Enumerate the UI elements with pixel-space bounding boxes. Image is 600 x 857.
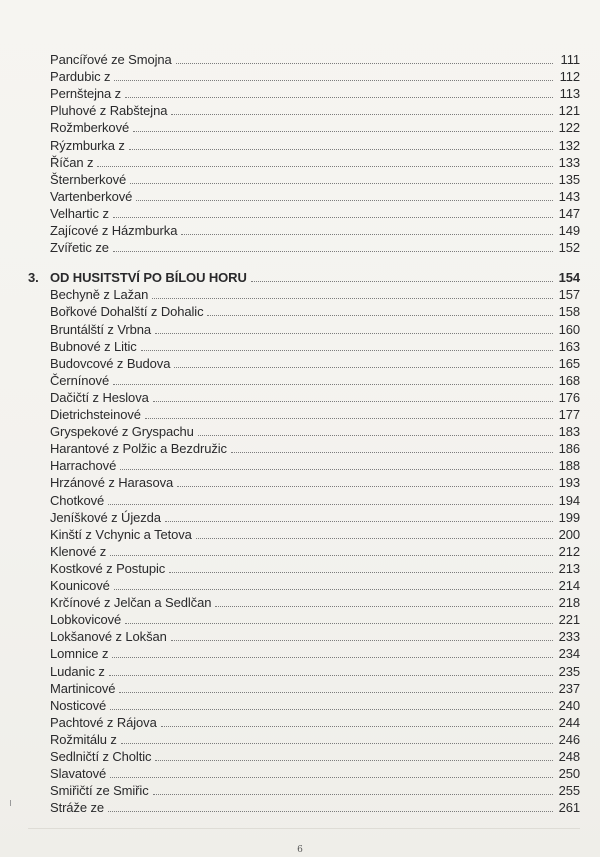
toc-entry bbox=[28, 662, 580, 679]
dot-leader bbox=[251, 281, 553, 282]
toc-entry-title: Rožmitálu z bbox=[50, 731, 117, 747]
toc-entry-title: Bruntálští z Vrbna bbox=[50, 321, 152, 337]
toc-entry bbox=[28, 118, 580, 135]
dot-leader bbox=[114, 589, 553, 590]
toc-entry bbox=[28, 285, 580, 302]
dot-leader bbox=[174, 367, 553, 368]
toc-entry-title: Nosticové bbox=[50, 697, 107, 713]
toc-entry-page: 186 bbox=[558, 441, 580, 457]
toc-entry-page: 176 bbox=[558, 389, 580, 405]
dot-leader bbox=[169, 572, 553, 573]
toc-entry-title: Zvířetic ze bbox=[50, 240, 109, 256]
dot-leader bbox=[133, 131, 553, 132]
toc-entry-page: 218 bbox=[558, 595, 580, 611]
dot-leader bbox=[153, 794, 553, 795]
toc-section-heading bbox=[28, 268, 580, 285]
toc-entry-title: Martinicové bbox=[50, 680, 116, 696]
dot-leader bbox=[215, 606, 553, 607]
toc-entry-page: 132 bbox=[558, 137, 580, 153]
toc-entry-page: 234 bbox=[558, 646, 580, 662]
toc-entry-title: Dietrichsteinové bbox=[50, 407, 141, 422]
dot-leader bbox=[181, 234, 553, 235]
toc-entry-page: 121 bbox=[558, 103, 580, 119]
toc-entry-page: 157 bbox=[558, 287, 580, 303]
toc-entry-page: 112 bbox=[559, 69, 580, 85]
dot-leader bbox=[196, 538, 553, 539]
toc-entry-title: Bubnové z Litic bbox=[50, 338, 137, 354]
toc-entry-page: 163 bbox=[558, 338, 580, 354]
toc-entry-title: Pluhové z Rabštejna bbox=[50, 103, 168, 119]
toc-entry-title: Pernštejna z bbox=[50, 86, 122, 102]
toc-entry-page: 177 bbox=[558, 407, 580, 422]
toc-entry-page: 233 bbox=[558, 629, 580, 645]
toc-entry-title: Klenové z bbox=[50, 543, 107, 559]
dot-leader bbox=[129, 149, 553, 150]
toc-entry bbox=[28, 204, 580, 221]
dot-leader bbox=[113, 384, 553, 385]
dot-leader bbox=[207, 315, 553, 316]
toc-section-title bbox=[28, 270, 247, 285]
toc-entry-title: Jeníškové z Újezda bbox=[50, 509, 161, 525]
toc-entry-page: 168 bbox=[558, 372, 580, 388]
dot-leader bbox=[161, 726, 553, 727]
toc-entry-title: Slavatové bbox=[50, 766, 107, 782]
toc-entry-page: 199 bbox=[558, 509, 580, 525]
toc-entry-page: 122 bbox=[558, 120, 580, 136]
dot-leader bbox=[120, 469, 553, 470]
dot-leader bbox=[112, 657, 553, 658]
footer-rule bbox=[28, 828, 580, 829]
toc-entry-page: 240 bbox=[558, 697, 580, 713]
toc-entry-title: Černínové bbox=[50, 372, 110, 388]
toc-entry bbox=[28, 405, 580, 422]
toc-entry bbox=[28, 422, 580, 439]
toc-entry-title: Pancířové ze Smojna bbox=[50, 52, 172, 67]
dot-leader bbox=[198, 435, 553, 436]
toc-entry bbox=[28, 439, 580, 456]
toc-entry bbox=[28, 576, 580, 593]
toc-entry bbox=[28, 101, 580, 118]
toc-entry-title: Chotkové bbox=[50, 492, 105, 508]
toc-entry-page: 212 bbox=[558, 543, 580, 559]
toc-entry-title: Kinští z Vchynic a Tetova bbox=[50, 526, 192, 542]
toc-entry bbox=[28, 730, 580, 747]
toc-entry bbox=[28, 627, 580, 644]
page-number: 6 bbox=[297, 845, 303, 855]
toc-entry-page: 213 bbox=[558, 560, 580, 576]
dot-leader bbox=[141, 350, 553, 351]
toc-entry bbox=[28, 747, 580, 764]
dot-leader bbox=[121, 743, 553, 744]
dot-leader bbox=[153, 401, 553, 402]
toc-entry-title: Pachtové z Rájova bbox=[50, 714, 157, 730]
toc-entry-page: 237 bbox=[558, 680, 580, 696]
toc-entry bbox=[28, 713, 580, 730]
toc-entry bbox=[28, 187, 580, 204]
dot-leader bbox=[176, 63, 553, 64]
toc-entry-title: Krčínové z Jelčan a Sedlčan bbox=[50, 595, 212, 611]
toc-entry bbox=[28, 798, 580, 815]
toc-entry-title: Harrachové bbox=[50, 458, 117, 474]
toc-entry-title: Bechyně z Lažan bbox=[50, 287, 149, 303]
toc-entry-title: Říčan z bbox=[50, 154, 94, 170]
toc-entry bbox=[28, 221, 580, 238]
dot-leader bbox=[108, 504, 553, 505]
margin-mark bbox=[10, 800, 11, 806]
toc-entry bbox=[28, 84, 580, 101]
toc-entry-page: 183 bbox=[558, 424, 580, 440]
toc-entry-title: Dačičtí z Heslova bbox=[50, 389, 149, 405]
toc-entry-page: 193 bbox=[558, 475, 580, 491]
toc-entry-title: Zajícové z Házmburka bbox=[50, 223, 178, 238]
toc-entry-title: Budovcové z Budova bbox=[50, 355, 171, 371]
toc-entry bbox=[28, 696, 580, 713]
dot-leader bbox=[177, 486, 553, 487]
dot-leader bbox=[109, 675, 553, 676]
toc-entry-page: 250 bbox=[558, 766, 580, 782]
toc-entry-title: Kostkové z Postupic bbox=[50, 560, 166, 576]
toc-entry-title: Šternberkové bbox=[50, 171, 127, 187]
toc-entry-page: 111 bbox=[560, 52, 580, 67]
toc-entry-page: 255 bbox=[558, 783, 580, 799]
toc-entry-page: 246 bbox=[558, 731, 580, 747]
toc-entry-page: 261 bbox=[558, 800, 580, 816]
dot-leader bbox=[108, 811, 553, 812]
toc-entry-title: Lokšanové z Lokšan bbox=[50, 629, 167, 645]
toc-entry bbox=[28, 764, 580, 781]
toc-entry-title: Bořkové Dohalští z Dohalic bbox=[50, 304, 204, 320]
toc-entry-title: Smiřičtí ze Smiřic bbox=[50, 783, 149, 799]
toc-entry-page: 143 bbox=[558, 188, 580, 204]
toc-entry-page: 158 bbox=[558, 304, 580, 320]
dot-leader bbox=[110, 555, 553, 556]
toc-entry-page: 113 bbox=[559, 86, 580, 102]
toc-entry-page: 200 bbox=[558, 526, 580, 542]
toc-entry bbox=[28, 302, 580, 319]
toc-entry bbox=[28, 388, 580, 405]
toc-entry-title: Lomnice z bbox=[50, 646, 109, 662]
toc-entry-title: Kounicové bbox=[50, 578, 110, 593]
toc-entry bbox=[28, 525, 580, 542]
dot-leader bbox=[125, 623, 553, 624]
toc-entry-page: 160 bbox=[558, 321, 580, 337]
dot-leader bbox=[152, 298, 553, 299]
toc-entry-page: 135 bbox=[558, 171, 580, 187]
toc-entry-page: 188 bbox=[558, 458, 580, 474]
toc-entry bbox=[28, 781, 580, 798]
dot-leader bbox=[155, 333, 553, 334]
toc-entry-page: 152 bbox=[558, 240, 580, 256]
dot-leader bbox=[119, 692, 553, 693]
toc-entry bbox=[28, 170, 580, 187]
toc-entry-page: 165 bbox=[558, 355, 580, 371]
toc-entry-title: Hrzánové z Harasova bbox=[50, 475, 174, 491]
dot-leader bbox=[110, 709, 553, 710]
toc-entry bbox=[28, 337, 580, 354]
toc-entry bbox=[28, 371, 580, 388]
toc-entry bbox=[28, 50, 580, 67]
toc-entry bbox=[28, 508, 580, 525]
toc-entry-title: Lobkovicové bbox=[50, 612, 122, 628]
dot-leader bbox=[155, 760, 553, 761]
toc-entry-title: Gryspekové z Gryspachu bbox=[50, 424, 194, 440]
toc-entry bbox=[28, 559, 580, 576]
toc-entry bbox=[28, 679, 580, 696]
dot-leader bbox=[231, 452, 553, 453]
dot-leader bbox=[97, 166, 553, 167]
dot-leader bbox=[113, 251, 553, 252]
toc-entry-page: 244 bbox=[558, 714, 580, 730]
toc-entry-title: Stráže ze bbox=[50, 800, 105, 816]
toc-section-title-text: OD HUSITSTVÍ PO BÍLOU HORU bbox=[50, 270, 247, 286]
toc-entry-page: 248 bbox=[558, 749, 580, 764]
toc-entry bbox=[28, 136, 580, 153]
toc-entry-page: 214 bbox=[558, 578, 580, 593]
toc-entry-page: 194 bbox=[558, 492, 580, 508]
dot-leader bbox=[114, 80, 553, 81]
toc-entry bbox=[28, 153, 580, 170]
toc-entry-title: Pardubic z bbox=[50, 69, 111, 85]
toc-entry bbox=[28, 67, 580, 84]
toc-entry-page: 147 bbox=[558, 205, 580, 221]
dot-leader bbox=[110, 777, 553, 778]
dot-leader bbox=[171, 640, 553, 641]
toc-entry-page: 235 bbox=[558, 663, 580, 679]
toc-entry bbox=[28, 491, 580, 508]
toc-entry bbox=[28, 610, 580, 627]
toc-entry bbox=[28, 456, 580, 473]
toc-entry-title: Rýzmburka z bbox=[50, 137, 125, 153]
toc-entry-title: Vartenberkové bbox=[50, 188, 133, 204]
toc-entry bbox=[28, 238, 580, 255]
toc-entry-title: Sedlničtí z Choltic bbox=[50, 749, 152, 764]
dot-leader bbox=[165, 521, 553, 522]
toc-entry bbox=[28, 542, 580, 559]
dot-leader bbox=[136, 200, 553, 201]
toc-entry bbox=[28, 473, 580, 490]
toc-entry bbox=[28, 354, 580, 371]
toc-section-number: 3. bbox=[28, 270, 39, 286]
toc-entry bbox=[28, 644, 580, 661]
toc-entry-page: 221 bbox=[558, 612, 580, 628]
dot-leader bbox=[113, 217, 553, 218]
toc-entry bbox=[28, 593, 580, 610]
dot-leader bbox=[130, 183, 553, 184]
dot-leader bbox=[171, 114, 553, 115]
toc-entry bbox=[28, 320, 580, 337]
toc-section-page: 154 bbox=[558, 270, 580, 286]
dot-leader bbox=[145, 418, 553, 419]
dot-leader bbox=[125, 97, 553, 98]
toc-entry-page: 133 bbox=[558, 154, 580, 170]
toc-entry-title: Harantové z Polžic a Bezdružic bbox=[50, 441, 227, 457]
toc-entry-title: Ludanic z bbox=[50, 663, 105, 679]
toc-entry-title: Velhartic z bbox=[50, 205, 109, 221]
toc-entry-page: 149 bbox=[558, 223, 580, 238]
toc-entry-title: Rožmberkové bbox=[50, 120, 130, 136]
